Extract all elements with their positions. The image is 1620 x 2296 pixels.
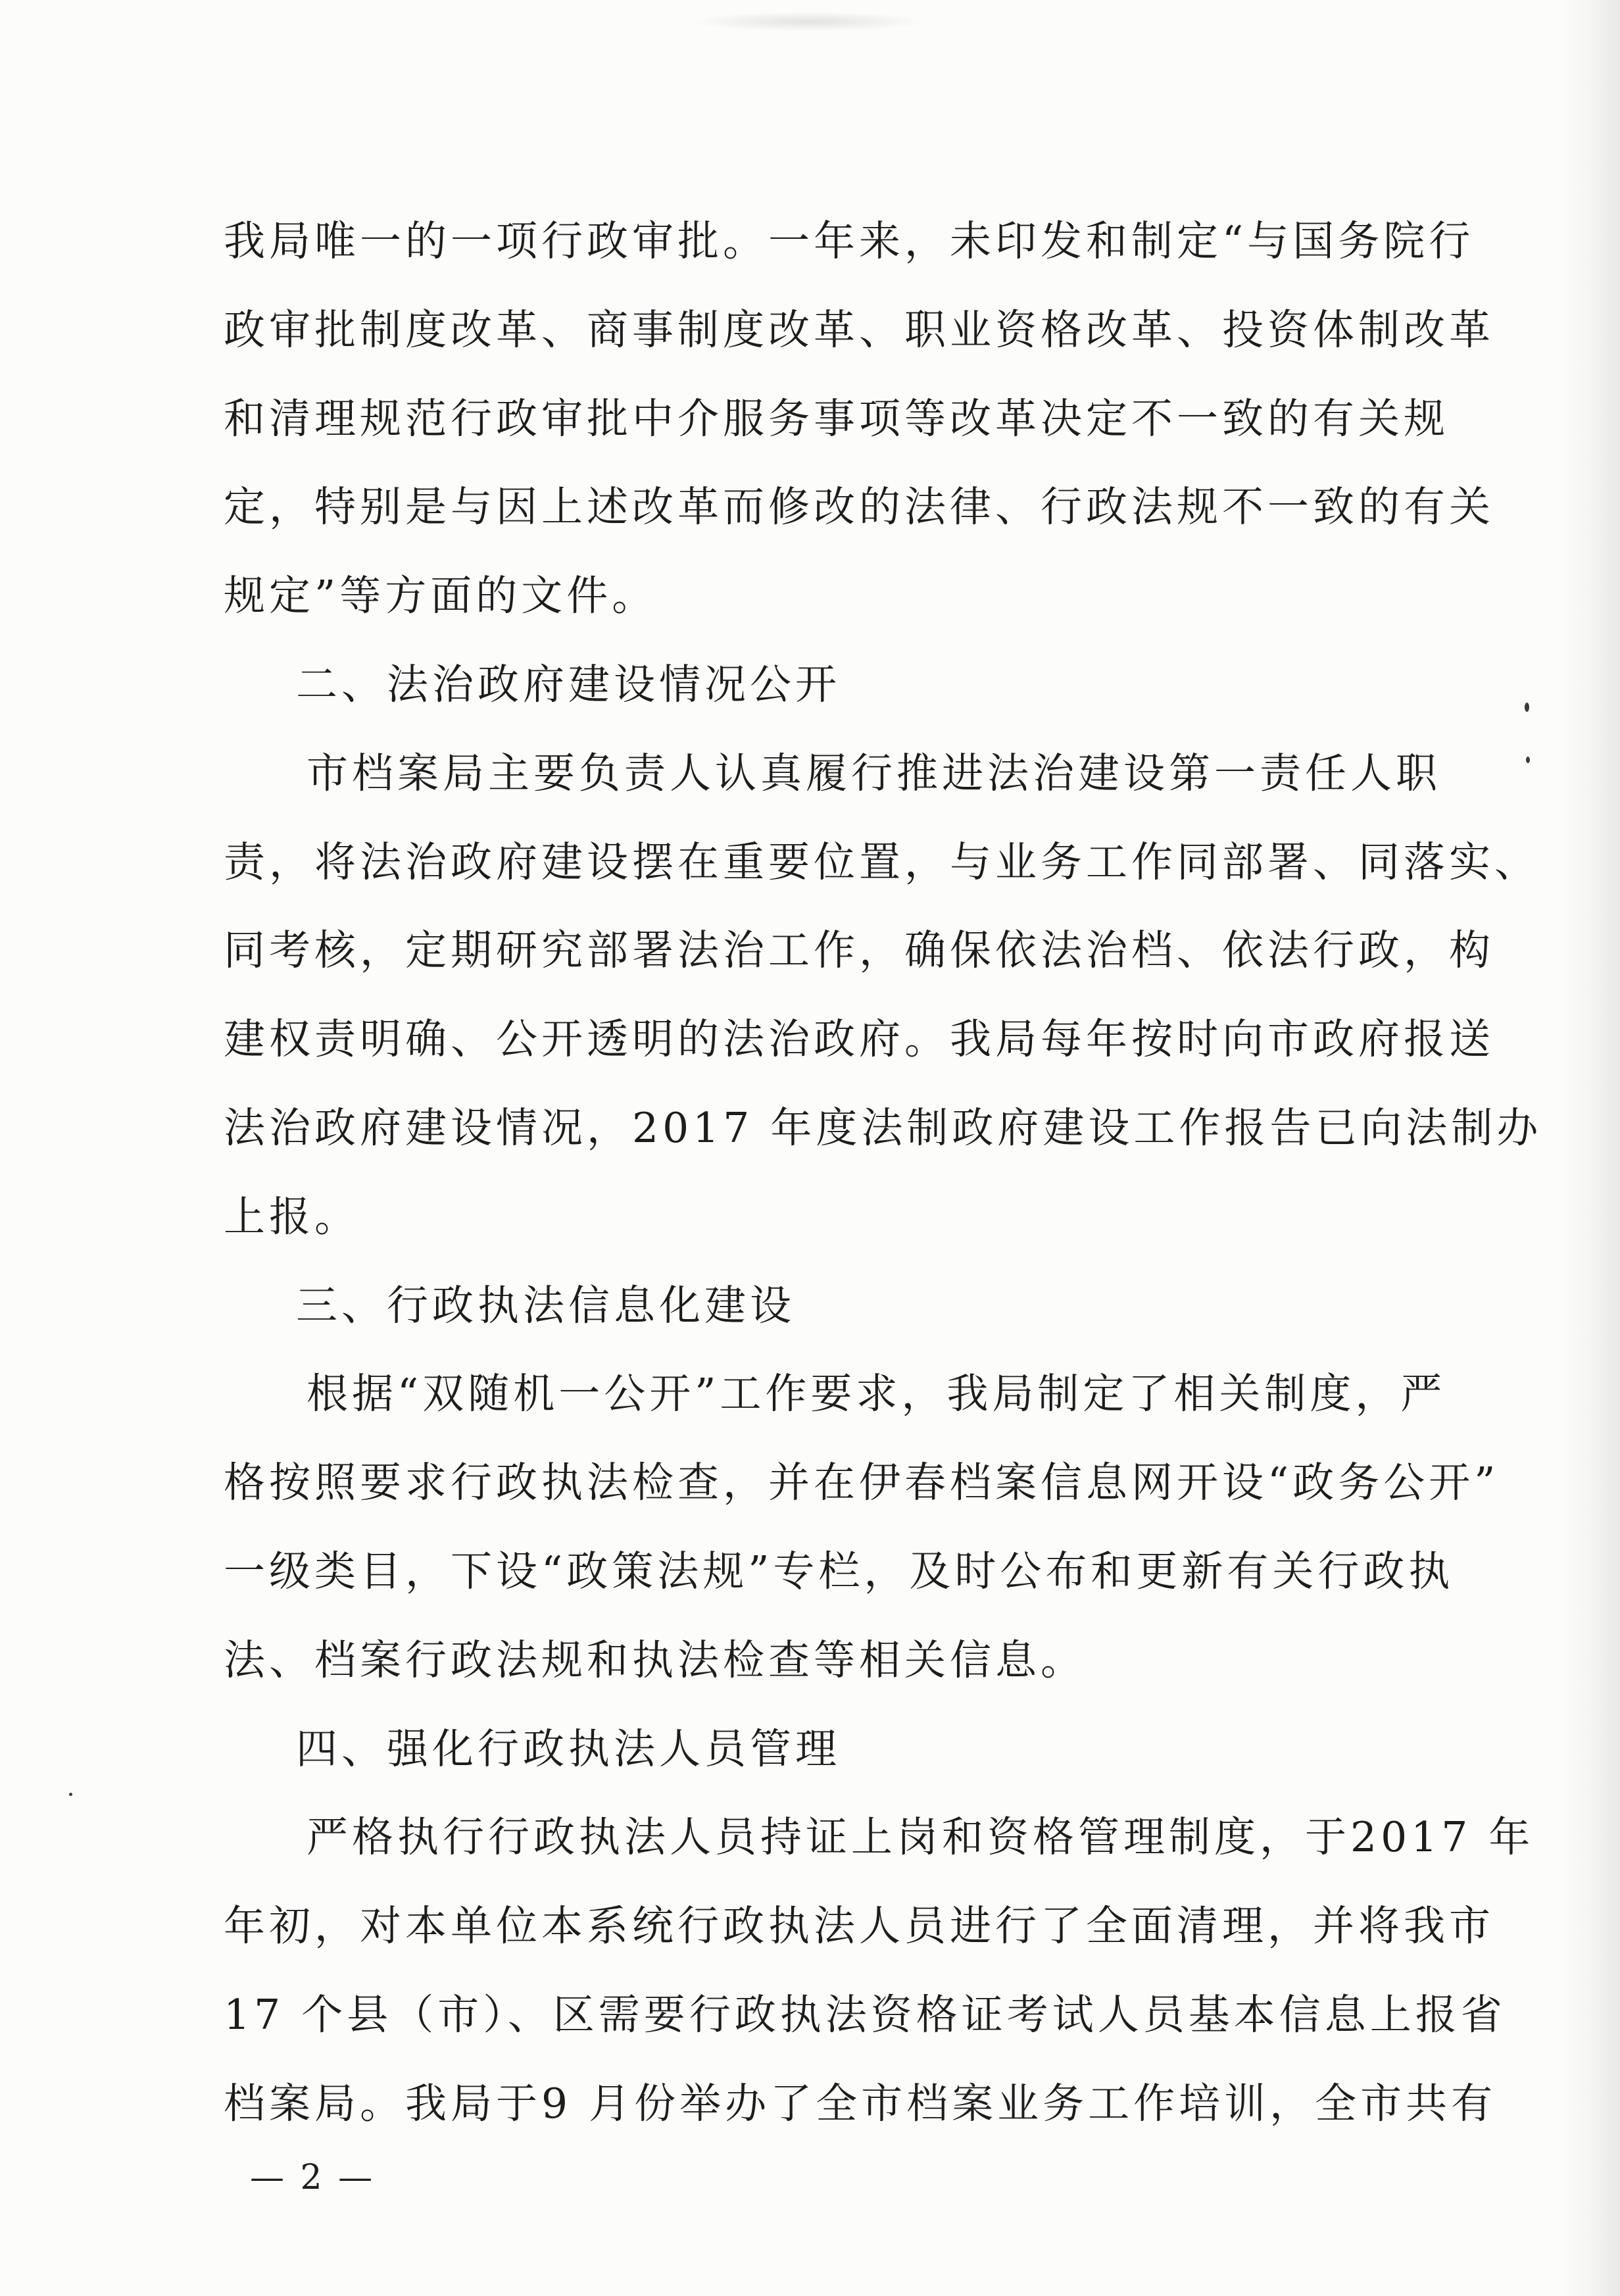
text-line: 一级类目，下设“政策法规”专栏，及时公布和更新有关行政执 xyxy=(224,1547,1454,1595)
text-line: 和清理规范行政审批中介服务事项等改革决定不一致的有关规 xyxy=(224,394,1449,443)
text-line: 政审批制度改革、商事制度改革、职业资格改革、投资体制改革 xyxy=(224,305,1494,354)
section-heading: 四、强化行政执法人员管理 xyxy=(296,1724,841,1773)
text-line: 根据“双随机一公开”工作要求，我局制定了相关制度，严 xyxy=(307,1370,1446,1418)
text-line: 法、档案行政法规和执法检查等相关信息。 xyxy=(224,1635,1086,1684)
text-line: 年初，对本单位本系统行政执法人员进行了全面清理，并将我市 xyxy=(224,1902,1494,1951)
text-line: 格按照要求行政执法检查，并在伊春档案信息网开设“政务公开” xyxy=(224,1459,1500,1507)
scan-speck xyxy=(1525,703,1529,712)
section-heading: 二、法治政府建设情况公开 xyxy=(296,660,841,709)
scan-speck xyxy=(69,1793,72,1796)
text-line: 市档案局主要负责人认真履行推进法治建设第一责任人职 xyxy=(307,749,1441,797)
text-line: 17 个县（市）、区需要行政执法资格证考试人员基本信息上报省 xyxy=(224,1990,1506,2039)
scan-shadow xyxy=(1561,0,1620,2296)
text-line: 档案局。我局于9 月份举办了全市档案业务工作培训，全市共有 xyxy=(224,2079,1497,2128)
text-line: 上报。 xyxy=(224,1192,360,1241)
text-line: 我局唯一的一项行政审批。一年来，未印发和制定“与国务院行 xyxy=(224,217,1475,265)
text-line: 规定”等方面的文件。 xyxy=(224,572,658,620)
text-line: 法治政府建设情况，2017 年度法制政府建设工作报告已向法制办 xyxy=(224,1103,1542,1152)
scan-speck xyxy=(1526,757,1530,763)
text-line: 建权责明确、公开透明的法治政府。我局每年按时向市政府报送 xyxy=(224,1015,1494,1064)
text-line: 定，特别是与因上述改革而修改的法律、行政法规不一致的有关 xyxy=(224,483,1494,532)
text-line: 同考核，定期研究部署法治工作，确保依法治档、依法行政，构 xyxy=(224,926,1494,975)
page-number: — 2 — xyxy=(250,2158,376,2197)
scan-mark xyxy=(691,12,927,32)
text-line: 严格执行行政执法人员持证上岗和资格管理制度，于2017 年 xyxy=(307,1813,1534,1862)
text-line: 责，将法治政府建设摆在重要位置，与业务工作同部署、同落实、 xyxy=(224,837,1540,886)
document-body xyxy=(224,197,1542,2149)
section-heading: 三、行政执法信息化建设 xyxy=(296,1281,795,1330)
